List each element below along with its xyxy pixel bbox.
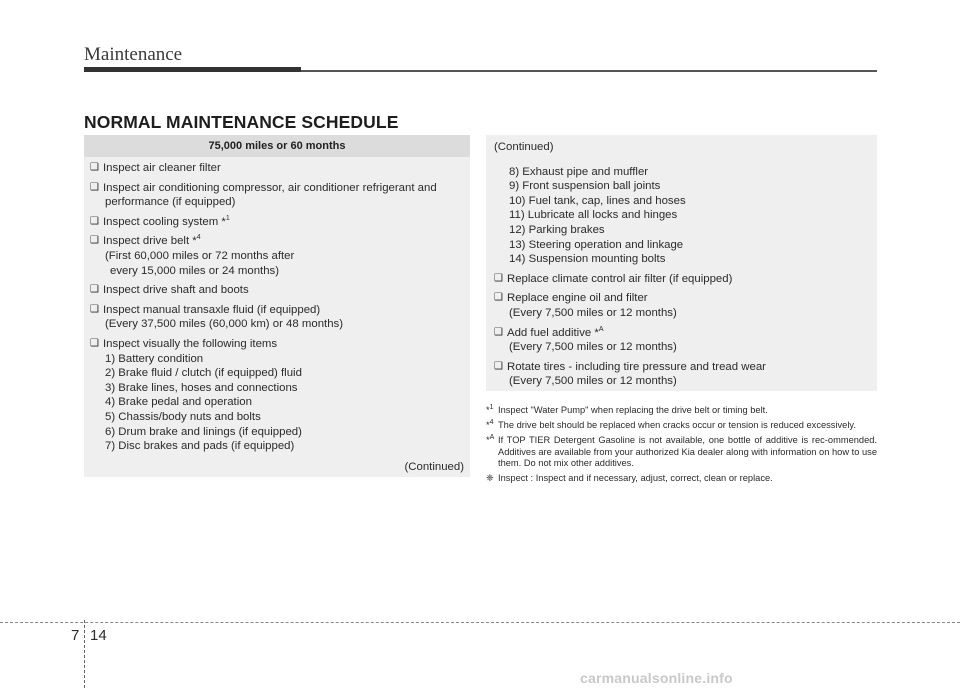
footnote	[486, 435, 877, 470]
schedule-panel-left	[84, 135, 470, 477]
footnote	[486, 405, 877, 417]
visual-list-item: 1) Battery condition	[105, 352, 204, 365]
footnote-asterisk: *	[486, 435, 490, 446]
visual-list-item: 5) Chassis/body nuts and bolts	[105, 410, 261, 423]
checkbox-icon: ❑	[494, 360, 503, 372]
numbered-list-item: 11) Lubricate all locks and hinges	[509, 209, 678, 222]
footnote-mark: 4	[489, 419, 494, 426]
checkbox-icon: ❑	[90, 284, 99, 296]
checkbox-icon: ❑	[494, 292, 503, 304]
watermark: carmanualsonline.info	[580, 670, 733, 686]
schedule-item	[90, 234, 464, 278]
checkbox-icon: ❑	[90, 181, 99, 193]
item-text: Inspect visually the following items	[103, 337, 278, 350]
checkbox-icon: ❑	[90, 162, 99, 173]
item-text: Replace engine oil and filter	[507, 292, 648, 305]
page-header-title: Maintenance	[84, 44, 183, 65]
mileage-heading: 75,000 miles or 60 months	[84, 135, 470, 157]
item-text: Add fuel additive *	[507, 326, 599, 339]
item-text: Inspect drive shaft and boots	[103, 284, 249, 297]
numbered-list-item: 9) Front suspension ball joints	[509, 180, 661, 193]
checkbox-icon: ❑	[90, 303, 99, 315]
visual-list-item: 6) Drum brake and linings (if equipped)	[105, 425, 302, 438]
schedule-item	[494, 360, 869, 389]
item-subtext: (First 60,000 miles or 72 months after	[105, 249, 295, 262]
checkbox-icon: ❑	[494, 272, 503, 284]
footnote	[486, 473, 877, 485]
schedule-item	[90, 303, 464, 332]
footnote-text: Inspect "Water Pump" when replacing the drive belt or timing belt.	[498, 405, 768, 415]
item-text: Rotate tires - including tire pressure and tread wear	[507, 360, 766, 373]
numbered-list-item: 13) Steering operation and linkage	[509, 238, 684, 251]
asterisk-ornament-icon: ❈	[486, 473, 494, 484]
footnote-mark: A	[489, 434, 495, 442]
item-text: Inspect cooling system *	[103, 215, 226, 228]
item-subtext: (Every 37,500 miles (60,000 km) or 48 months)	[105, 318, 344, 331]
footnote	[486, 420, 877, 432]
footnote-text: Inspect : Inspect and if necessary, adjust, correct, clean or replace.	[498, 473, 773, 484]
schedule-item	[90, 161, 464, 176]
footer-divider	[0, 622, 960, 623]
numbered-list	[494, 165, 869, 267]
footnote-asterisk: *	[486, 405, 490, 415]
item-subtext: (Every 7,500 miles or 12 months)	[509, 375, 677, 388]
item-subtext: (Every 7,500 miles or 12 months)	[509, 341, 677, 354]
item-text: Inspect air conditioning compressor, air conditioner refrigerant and	[103, 181, 437, 194]
header-rule-thick	[84, 67, 301, 72]
numbered-list-item: 12) Parking brakes	[509, 223, 605, 236]
schedule-item	[494, 272, 869, 287]
item-text: Inspect drive belt *	[103, 235, 197, 248]
item-text: Replace climate control air filter (if equipped)	[507, 272, 733, 285]
footnote-text: If TOP TIER Detergent Gasoline is not available, one bottle of additive is rec-ommended. Additives are available from your authorized Kia dealer along with information on how to use them. Do not mix other additives.	[498, 435, 877, 469]
schedule-item	[90, 283, 464, 298]
checkbox-icon: ❑	[90, 235, 99, 247]
item-subtext: performance (if equipped)	[105, 196, 236, 209]
schedule-item	[90, 337, 464, 454]
numbered-list-item: 8) Exhaust pipe and muffler	[509, 165, 649, 178]
footnote-mark: A	[598, 325, 604, 333]
section-title: NORMAL MAINTENANCE SCHEDULE	[84, 112, 399, 132]
footnote-mark: 4	[196, 234, 201, 242]
item-text: Inspect air cleaner filter	[103, 162, 221, 174]
numbered-list-item: 14) Suspension mounting bolts	[509, 253, 666, 266]
numbered-list-item: 10) Fuel tank, cap, lines and hoses	[509, 194, 686, 207]
footnote-asterisk: *	[486, 420, 490, 431]
visual-list-item: 3) Brake lines, hoses and connections	[105, 381, 298, 394]
schedule-item	[494, 291, 869, 320]
item-text: Inspect manual transaxle fluid (if equipped)	[103, 303, 321, 316]
visual-list-item: 4) Brake pedal and operation	[105, 396, 252, 409]
schedule-panel-right	[486, 135, 877, 391]
checkbox-icon: ❑	[90, 215, 99, 227]
header-rule-thin	[301, 70, 877, 72]
visual-list-item: 7) Disc brakes and pads (if equipped)	[105, 440, 295, 453]
page-number: 14	[90, 627, 107, 644]
continued-label: (Continued)	[494, 141, 554, 153]
footnote-text: The drive belt should be replaced when cracks occur or tension is reduced excessively.	[498, 420, 856, 431]
footer-divider-vertical	[84, 620, 85, 688]
schedule-item	[494, 326, 869, 355]
item-subtext: (Every 7,500 miles or 12 months)	[509, 306, 677, 319]
item-subtext: every 15,000 miles or 24 months)	[110, 264, 280, 277]
checkbox-icon: ❑	[494, 326, 503, 338]
visual-list-item: 2) Brake fluid / clutch (if equipped) fluid	[105, 367, 302, 380]
footnote-mark: 1	[489, 403, 494, 411]
checkbox-icon: ❑	[90, 337, 99, 349]
footnotes	[486, 405, 877, 489]
schedule-item	[90, 215, 464, 230]
continued-label: (Continued)	[404, 460, 464, 473]
chapter-number: 7	[71, 627, 80, 644]
schedule-item	[90, 181, 464, 210]
footnote-mark: 1	[225, 214, 230, 222]
